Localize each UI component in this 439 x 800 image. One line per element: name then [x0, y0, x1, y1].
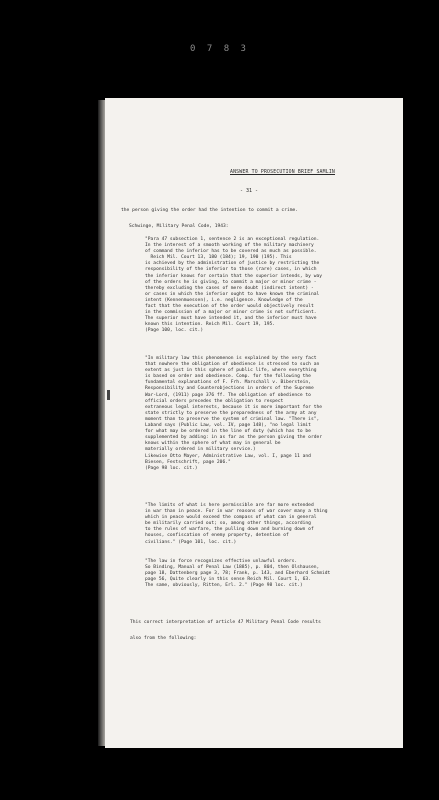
section-heading: Schwinge, Military Penal Code, 1943: — [129, 224, 229, 229]
opening-line: the person giving the order had the intention to commit a crime. — [121, 208, 299, 213]
closing-line-1: This correct interpretation of article 47 Military Penal Code results — [130, 620, 321, 625]
document-header: ANSWER TO PROSECUTION BRIEF SAMLIN — [230, 170, 335, 175]
margin-mark — [107, 390, 110, 400]
page-number: - 31 - — [240, 188, 259, 194]
closing-line-2: also from the following: — [130, 636, 197, 641]
frame-code: 0 7 8 3 — [190, 44, 249, 54]
quote-paragraph-3: "The limits of what is here permissible are far more extended in war than in peace. For in war reasons of war cover many a thing which in peace would exceed the compass of what can in general be militarily carried out; so, among other things, according to the rules of warfare, the pulling down and burning down of houses, confiscation of enemy property, detention of civilians." (Page 101, loc. cit.) — [145, 503, 328, 545]
quote-paragraph-2: "In military law this phenomenon is explained by the very fact that nowhere the obligation of obedience is stressed to such an extent as just in this sphere of public life, where everything is based on order and obedience. Comp. for the following the fundamental explanations of F. Frh. Marschall v. Biberstein, Responsibility and Counterobjections in orders of the Supreme War-Lord, (1911) page 376 ff. The obligation of obedience to official orders precedes the obligation to respect extraneous legal interests, because it is more important for the state strictly to preserve the preparedness of the army at any moment than to preserve the system of criminal law. "There is", Laband says (Public Law, vol. IV, page 148), "no legal limit for what may be ordered in the line of duty (which has to be supplemented by adding: in as far as the person giving the order knows within the sphere of what may in general be materially ordered in military service.) Likewise Otto Mayer, Administrative Law, vol. I, page 11 and Biesen, Festschrift, page 206." (Page 98 loc. cit.) — [145, 356, 323, 471]
quote-paragraph-1: "Para 47 subsection 1, sentence 2 is an exceptional regulation. In the interest of a smooth working of the military machinery of command the inferior has to be covered as much as possible. Reich Mil. Court 13, 180 (184); 19, 190 (195). This is achieved by the administration of justice by restricting the responsibility of the inferior to those (rare) cases, in which the inferior knows for certain that the superior intends, by way of the orders he is giving, to commit a major or minor crime - thereby excluding the cases of mere doubt (indirect intent) - or cases in which the inferior ought to have known the criminal intent (Kennenmuessen), i.e. negligence. Knowledge of the fact that the execution of the order would objectively result in the commission of a major or minor crime is not sufficient. The superior must have intended it, and the inferior must have known this intention. Reich Mil. Court 19, 195. (Page 100, loc. cit.) — [145, 237, 323, 334]
quote-paragraph-4: "The law in force recognizes effective unlawful orders. So Binding, Manual of Penal Law (1885), p. 804, then Olshausen, page 18, Dattenberg page 3, 78; Frank, p. 143, and Eberhard Schmidt page 56, Quite clearly in this sense Reich Mil. Court 1, 63. The same, obviously, Ritten, Erl. 2." (Page 98 loc. cit.) — [145, 559, 331, 589]
document-page — [105, 98, 403, 748]
